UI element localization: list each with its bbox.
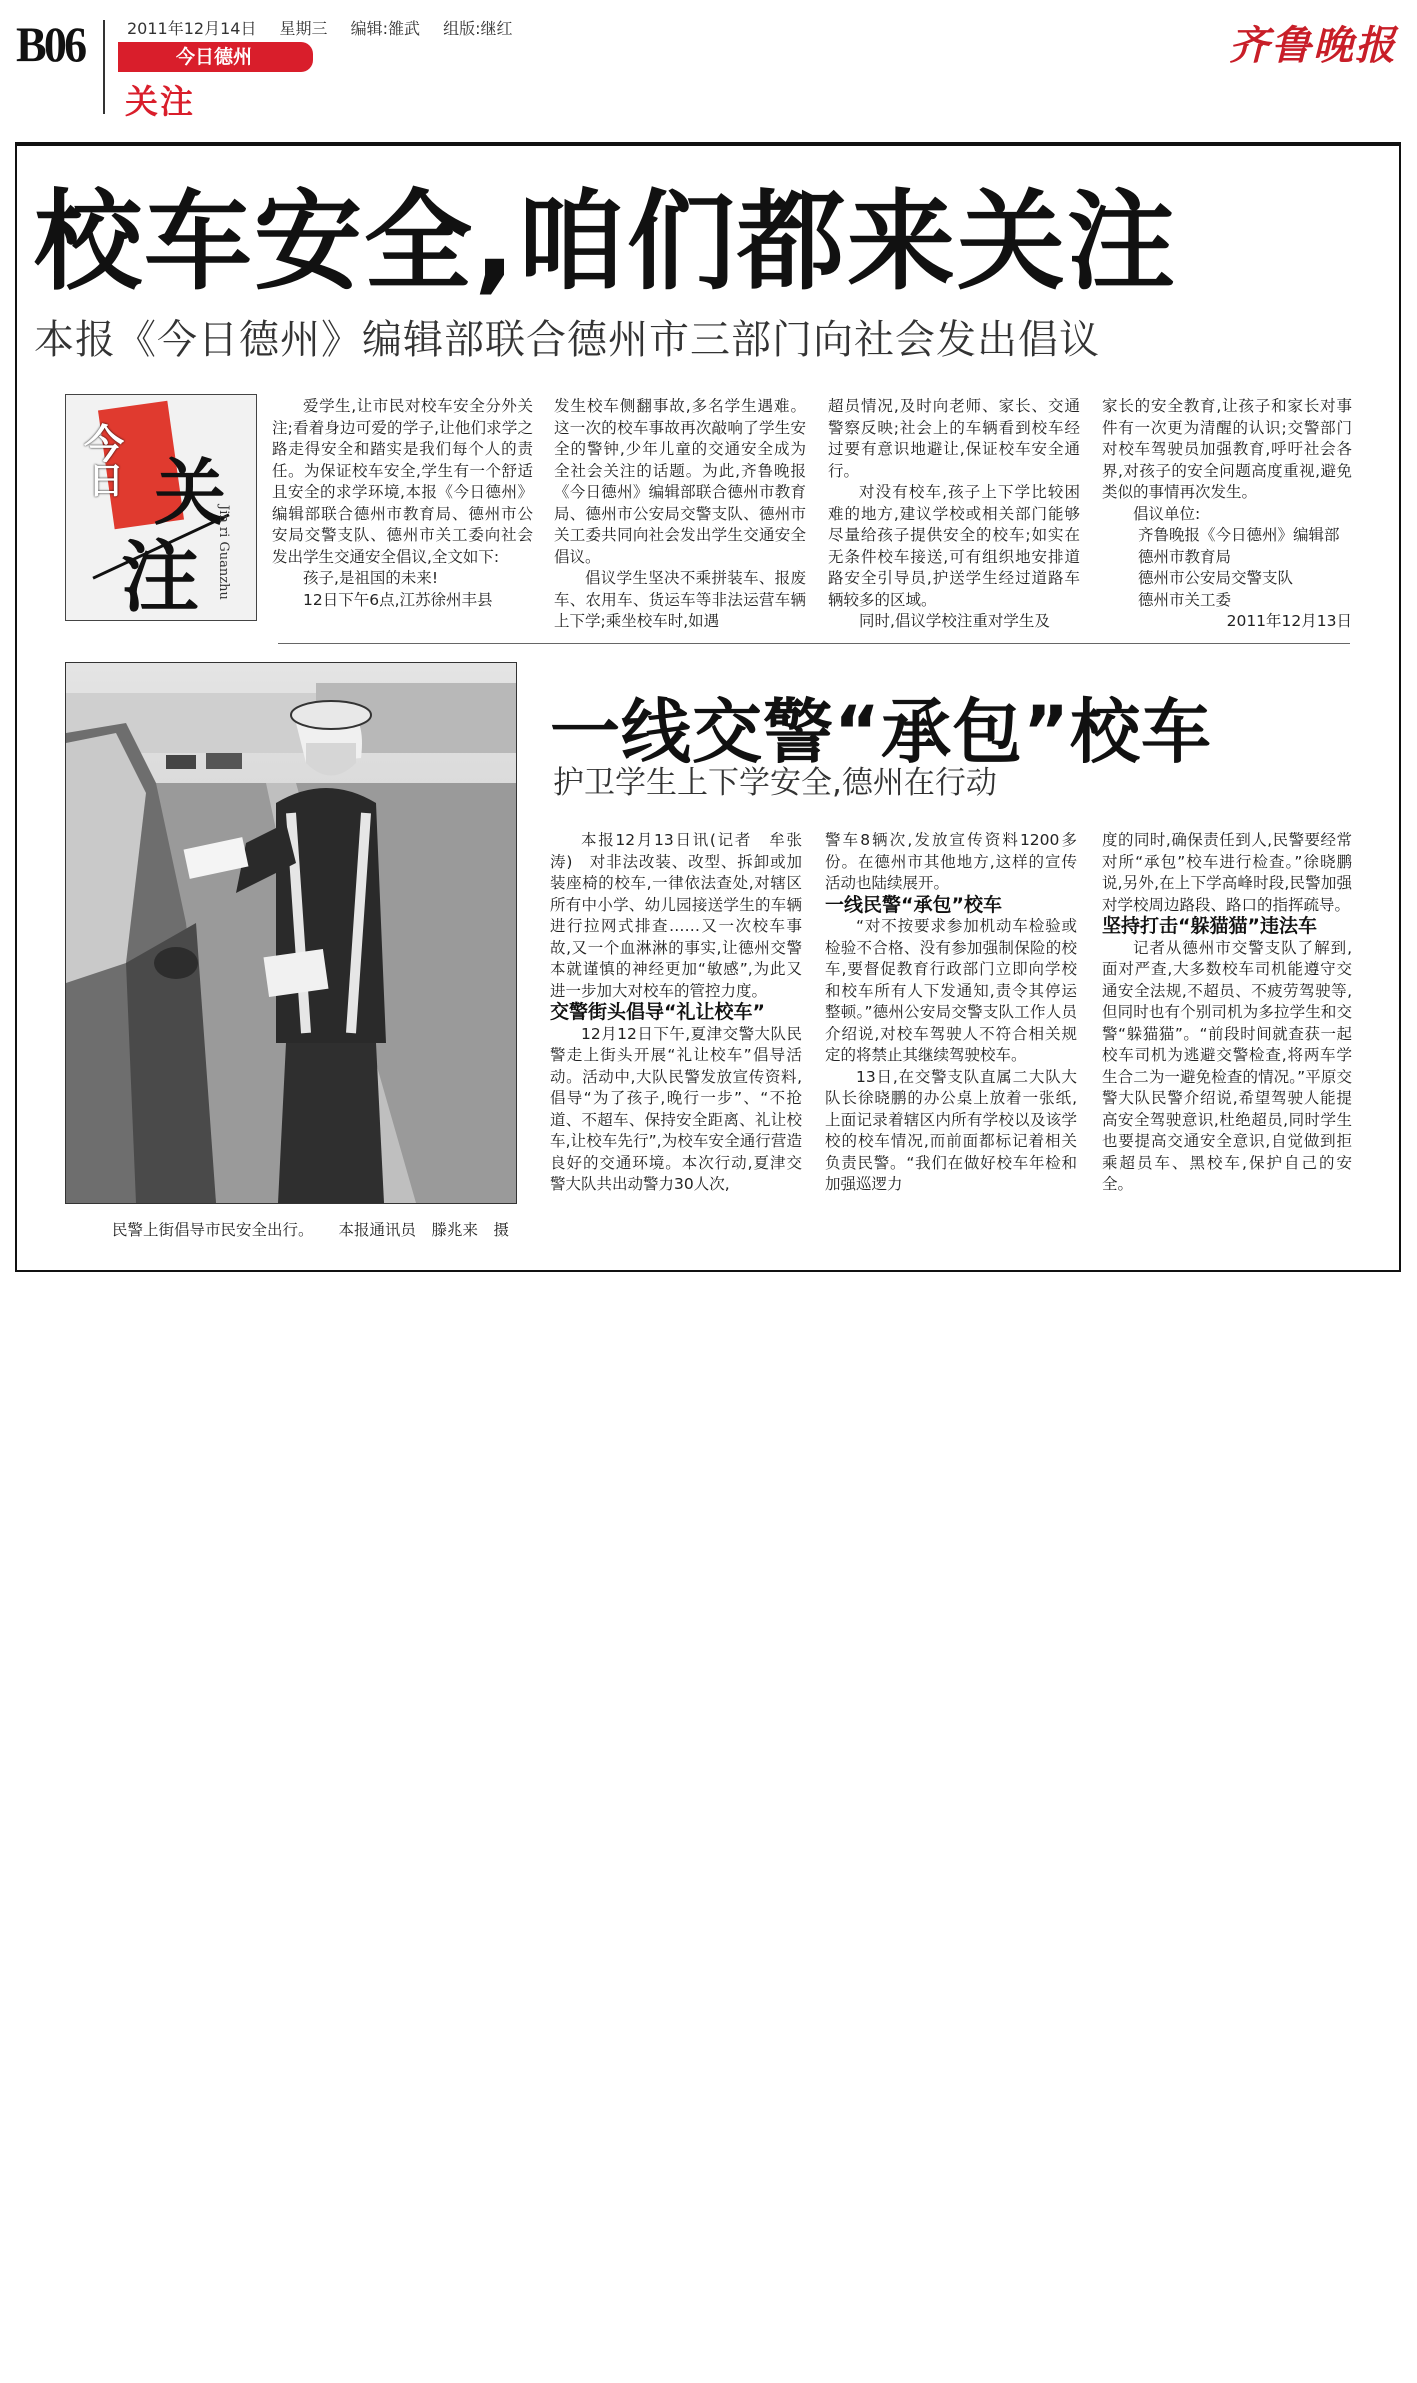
caption-credit: 本报通讯员 滕兆来 摄	[338, 1221, 509, 1239]
main-subheadline: 本报《今日德州》编辑部联合德州市三部门向社会发出倡议	[34, 317, 1100, 363]
paragraph: 本报12月13日讯(记者 牟张涛) 对非法改装、改型、拆卸或加装座椅的校车,一律依法查处,对辖区所有中小学、幼儿园接送学生的车辆进行拉网式排查……又一次校车事故,又一个血淋淋的事实,让德州交警本就谨慎的神经更加“敏感”,为此又进一步加大对校车的管控力度。	[550, 831, 802, 1000]
paragraph: 倡议学生坚决不乘拼装车、报废车、农用车、货运车等非法运营车辆上下学;乘坐校车时,如遇	[554, 569, 806, 630]
paragraph: 13日,在交警支队直属二大队大队长徐晓鹏的办公桌上放着一张纸,上面记录着辖区内所有学校以及该学校的校车情况,而前面都标记着相关负责民警。“我们在做好校车年检和加强巡逻力	[825, 1067, 1077, 1193]
article1-col3	[828, 396, 1080, 633]
header-meta	[127, 16, 531, 39]
section-separator	[278, 643, 1350, 644]
layout-credit: 组版:继红	[443, 19, 513, 38]
paragraph: 记者从德州市交警支队了解到,面对严查,大多数校车司机能遵守交通安全法规,不超员、不疲劳驾驶等,但同时也有个别司机为多拉学生和交警“躲猫猫”。“前段时间就查获一起校车司机为逃避交警检查,将两车学生合二为一避免检查的情况。”平原交警大队民警介绍说,希望驾驶人能提高安全驾驶意识,杜绝超员,同时学生也要提高交通安全意识,自觉做到拒乘超员车、黑校车,保护自己的安全。	[1102, 938, 1352, 1193]
paragraph: 家长的安全教育,让孩子和家长对事件有一次更为清醒的认识;交警部门对校车驾驶员加强教育,呼吁社会各界,对孩子的安全问题高度重视,避免类似的事情再次发生。	[1102, 397, 1352, 501]
article1-col4	[1102, 396, 1352, 633]
article2-col2	[825, 830, 1077, 1196]
page-number: B06	[16, 16, 85, 72]
paragraph: “对不按要求参加机动车检验或检验不合格、没有参加强制保险的校车,要督促教育行政部门立即向学校和校车所有人下发通知,责令其停运整顿。”德州公安局交警支队工作人员介绍说,对校车驾驶人不符合相关规定的将禁止其继续驾驶校车。	[825, 917, 1077, 1064]
paragraph: 警车8辆次,发放宣传资料1200多份。在德州市其他地方,这样的宣传活动也陆续展开。	[825, 831, 1077, 892]
signatory: 德州市关工委	[1138, 590, 1232, 609]
main-headline: 校车安全,咱们都来关注	[34, 180, 1178, 305]
article2-subheadline: 护卫学生上下学安全,德州在行动	[553, 765, 997, 801]
sign-date: 2011年12月13日	[1226, 612, 1352, 630]
issue-date: 2011年12月14日	[127, 19, 257, 38]
photo-caption	[112, 1218, 529, 1240]
paragraph: 12日下午6点,江苏徐州丰县	[303, 590, 493, 609]
paragraph: 12月12日下午,夏津交警大队民警走上街头开展“礼让校车”倡导活动。活动中,大队民警发放宣传资料,倡导“为了孩子,晚行一步”、“不抢道、不超车、保持安全距离、礼让校车,让校车先行”,为校车安全通行营造良好的交通环境。本次行动,夏津交警大队共出动警力30人次,	[550, 1024, 802, 1193]
section-bar: 今日德州	[118, 42, 313, 72]
subheading: 坚持打击“躲猫猫”违法车	[1102, 915, 1317, 937]
signatory: 德州市教育局	[1138, 547, 1232, 566]
logo-pinyin: Jin ri Guanzhu	[216, 505, 231, 600]
editor-credit: 编辑:雒武	[350, 19, 421, 38]
logo-char-guan: 关	[154, 451, 227, 535]
paragraph: 对没有校车,孩子上下学比较困难的地方,建议学校或相关部门能够尽量给孩子提供安全的校车;如实在无条件校车接送,可有组织地安排道路安全引导员,护送学生经过道路车辆较多的区域。	[828, 483, 1080, 609]
issue-weekday: 星期三	[279, 19, 328, 38]
article2-col3	[1102, 830, 1352, 1196]
article1-col1	[272, 396, 533, 611]
signatory: 齐鲁晚报《今日德州》编辑部	[1138, 526, 1340, 544]
newspaper-logo: 齐鲁晚报	[1229, 22, 1397, 69]
header-divider	[103, 20, 105, 114]
logo-char-jin: 今	[84, 422, 124, 468]
article1-col2	[554, 396, 806, 633]
logo-char-ri: 日	[88, 461, 125, 502]
subheading: 一线民警“承包”校车	[825, 893, 1002, 916]
paragraph: 同时,倡议学校注重对学生及	[859, 612, 1050, 630]
paragraph: 倡议单位:	[1133, 504, 1201, 523]
caption-text: 民警上街倡导市民安全出行。	[112, 1221, 314, 1239]
paragraph: 孩子,是祖国的未来!	[303, 569, 439, 587]
paragraph: 爱学生,让市民对校车安全分外关注;看着身边可爱的学子,让他们求学之路走得安全和踏实是我们每个人的责任。为保证校车安全,学生有一个舒适且安全的求学环境,本报《今日德州》编辑部联合德州市教育局、德州市公安局交警支队、德州市关工委向社会发出学生交通安全倡议,全文如下:	[272, 397, 533, 566]
paragraph: 度的同时,确保责任到人,民警要经常对所“承包”校车进行检查。”徐晓鹏说,另外,在上下学高峰时段,民警加强对学校周边路段、路口的指挥疏导。	[1102, 831, 1352, 914]
paragraph: 超员情况,及时向老师、家长、交通警察反映;社会上的车辆看到校车经过要有意识地避让,保证校车安全通行。	[828, 397, 1080, 480]
subheading: 交警街头倡导“礼让校车”	[550, 1001, 765, 1023]
signatory: 德州市公安局交警支队	[1138, 569, 1294, 587]
section-name: 关注	[125, 82, 195, 121]
paragraph: 发生校车侧翻事故,多名学生遇难。这一次的校车事故再次敲响了学生安全的警钟,少年儿童的交通安全成为全社会关注的话题。为此,齐鲁晚报《今日德州》编辑部联合德州市教育局、德州市公安局交警支队、德州市关工委共同向社会发出学生交通安全倡议。	[554, 397, 806, 566]
logo-char-zhu: 注	[121, 533, 200, 621]
news-photo	[65, 662, 517, 1204]
article2-headline: 一线交警“承包”校车	[550, 691, 1213, 773]
article2-col1	[550, 830, 802, 1196]
column-logo	[65, 394, 257, 621]
